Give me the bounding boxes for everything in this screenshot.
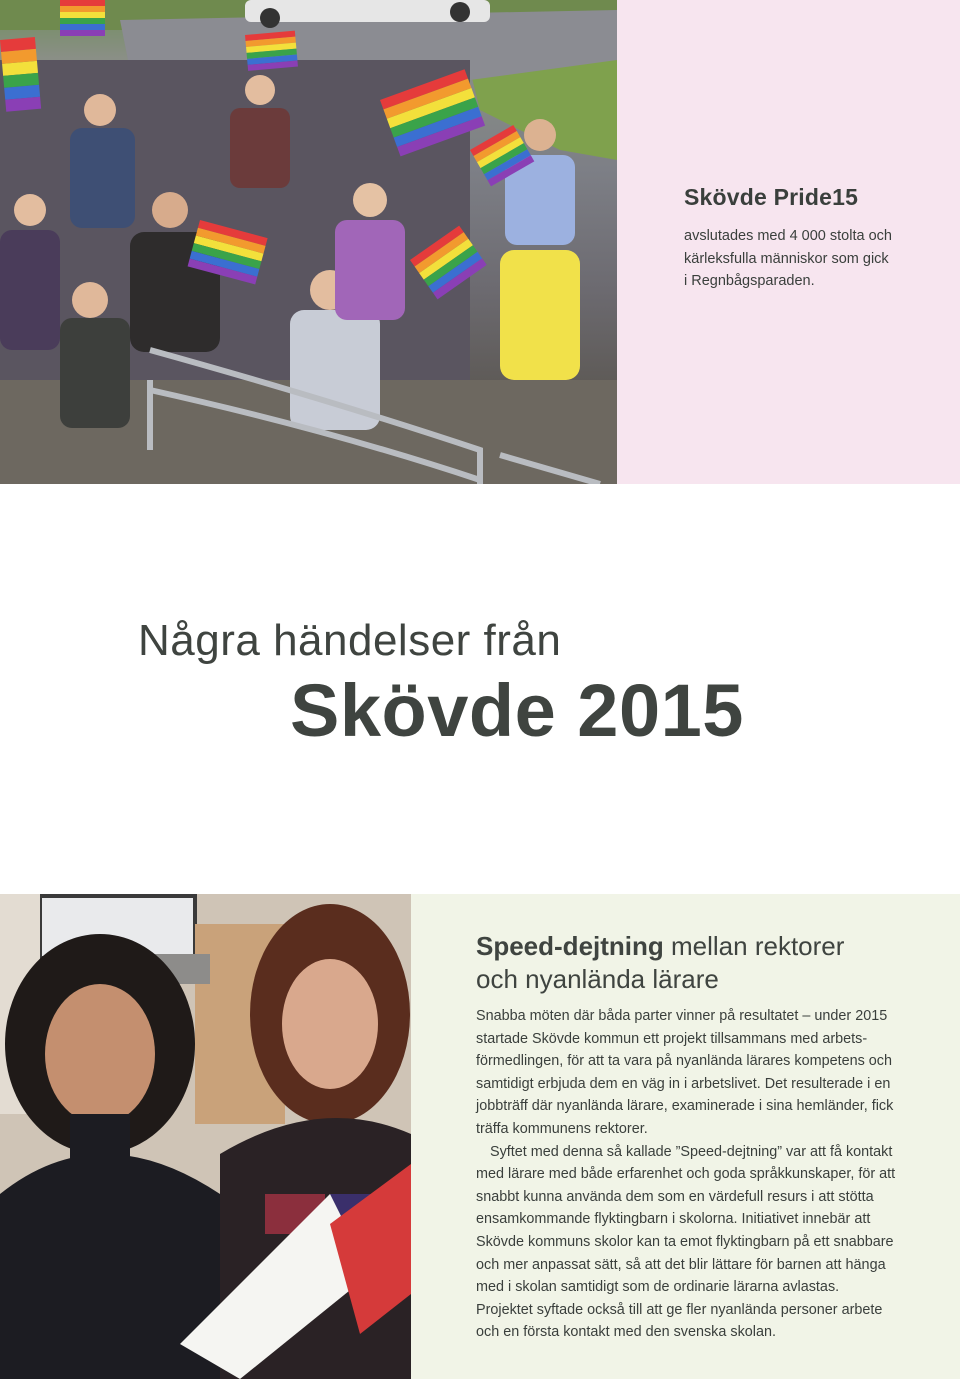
pride-caption-line: avslutades med 4 000 stolta och <box>684 228 892 244</box>
pride-parade-illustration <box>0 0 617 484</box>
pride-parade-photo <box>0 0 617 484</box>
article-paragraph-2: Syftet med denna så kallade ”Speed-dejtning” var att få kontakt med lärare med både erfarenhet och goda språkkunskaper, för att snabbt kunna använda dem som en värdefull resurs i att stötta ensamkommande flyktingbarn i skolorna. Initiativet innebär att Skövde kommuns skolor kan ta emot flyktingbarn på ett snabbare och mer anpassat sätt, så att det blir lättare för barnen att hänga med i skolan samtidigt som de ordinarie lärarna avlastas. Projektet syftade också till att ge fler nyanlända personer arbete och en första kontakt med den svenska skolan. <box>476 1143 896 1341</box>
teachers-illustration <box>0 894 411 1379</box>
article-title-rest: mellan rektorer <box>663 931 845 961</box>
article-body <box>476 1005 896 1344</box>
pride-title: Skövde Pride15 <box>684 184 859 210</box>
pride-caption <box>684 225 899 293</box>
teachers-photo <box>0 894 411 1379</box>
article-paragraph-1: Snabba möten där båda parter vinner på resultatet – under 2015 startade Skövde kommun ett projekt tillsammans med arbets-förmedlingen, för att ta vara på nyanlända lärares kompetens och samtidigt erbjuda dem en väg in i arbetslivet. Det resulterade i en jobbträff där nyanlända lärare, examinerade i sina hemländer, fick träffa kommunens rektorer. <box>476 1008 894 1137</box>
article-title-line2: och nyanlända lärare <box>476 964 719 994</box>
pride-caption-line: kärleksfulla människor som gick <box>684 250 889 267</box>
article-title-bold: Speed-dejtning <box>476 931 664 961</box>
article-title <box>476 930 916 996</box>
headline-subtitle: Några händelser från <box>138 616 562 665</box>
headline-title: Skövde 2015 <box>290 669 744 752</box>
pride-caption-line: i Regnbågsparaden. <box>684 273 815 289</box>
